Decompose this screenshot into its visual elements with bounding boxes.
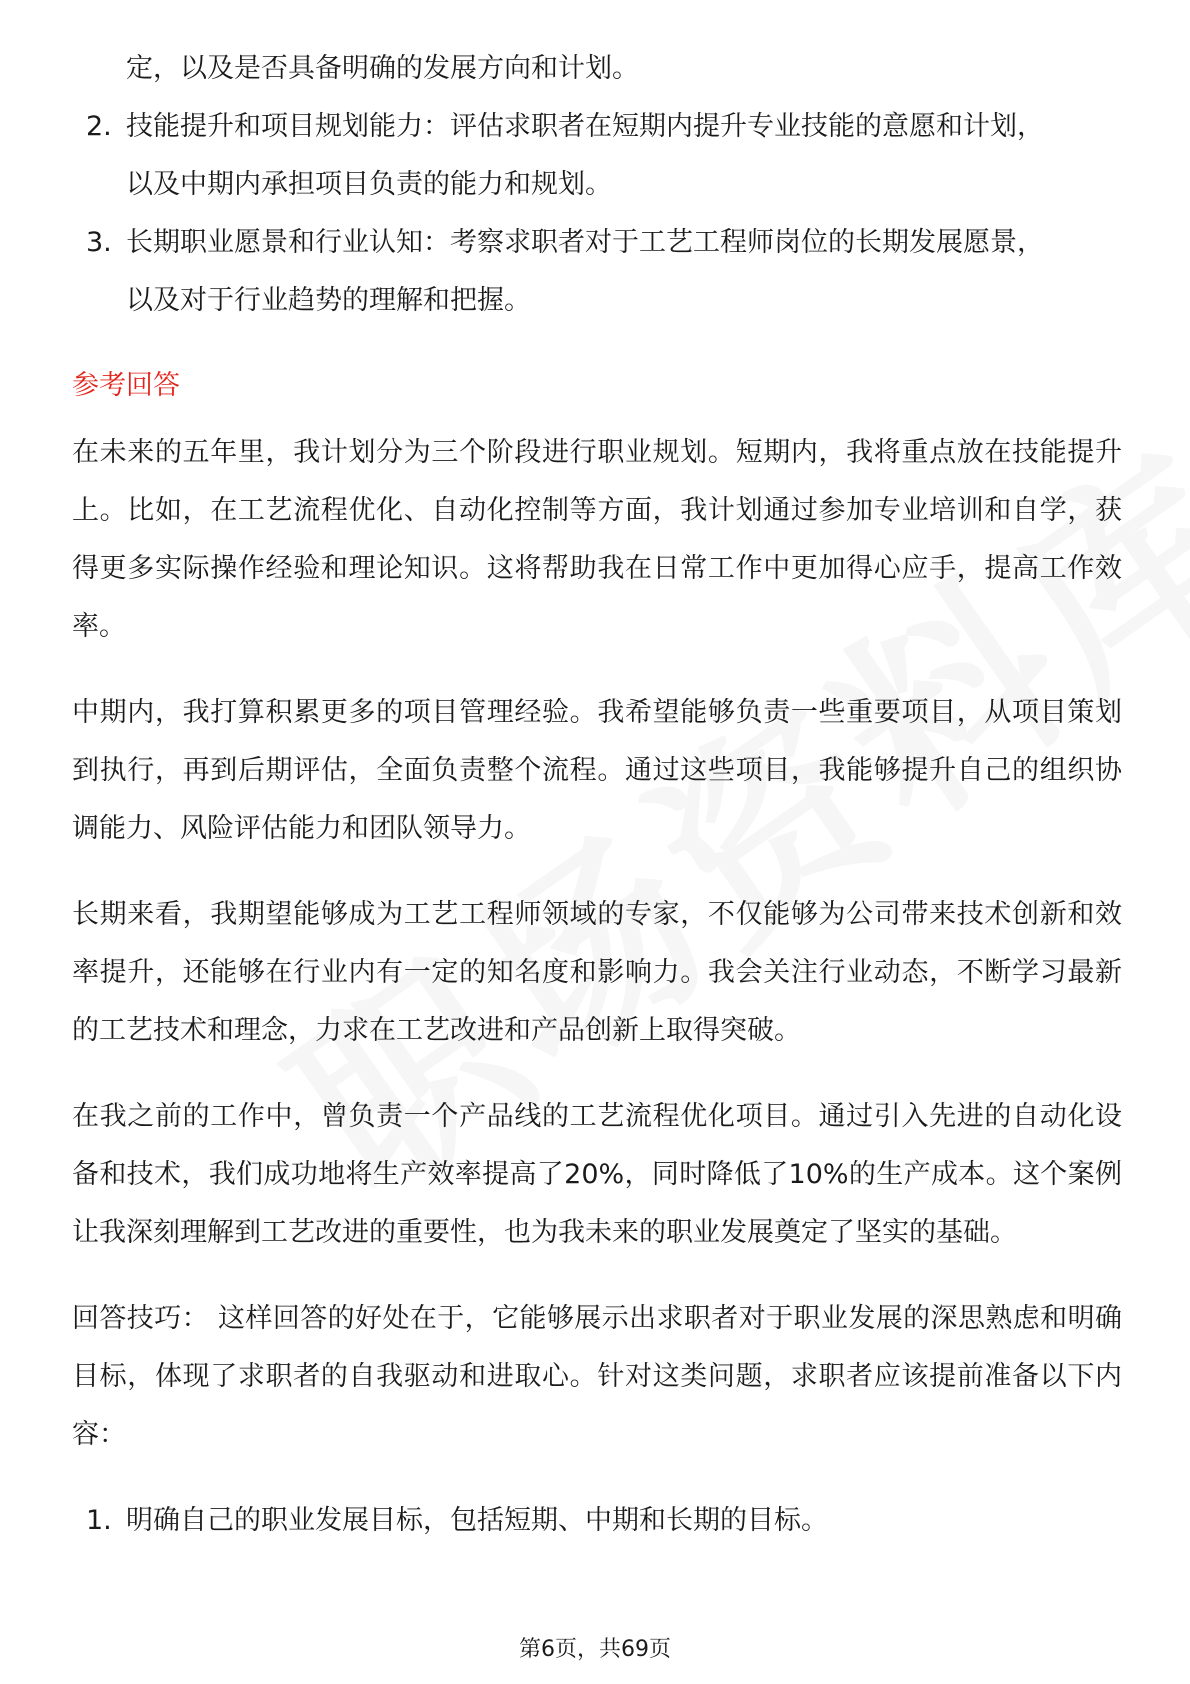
page-footer: 第6页，共69页 (519, 1637, 671, 1662)
list-item-text-line: 以及中期内承担项目负责的能力和规划。 (126, 169, 612, 200)
document-page (72, 40, 1122, 1550)
list-item-text-line: 长期职业愿景和行业认知：考察求职者对于工艺工程师岗位的长期发展愿景， (126, 227, 1044, 258)
list-item (72, 214, 1122, 330)
list-item-text: 明确自己的职业发展目标，包括短期、中期和长期的目标。 (126, 1505, 828, 1536)
section-title: 参考回答 (72, 370, 180, 401)
answer-paragraph: 在未来的五年里，我计划分为三个阶段进行职业规划。短期内，我将重点放在技能提升上。比如，在工艺流程优化、自动化控制等方面，我计划通过参加专业培训和自学，获得更多实际操作经验和理论知识。这将帮助我在日常工作中更加得心应手，提高工作效率。 (72, 437, 1122, 642)
answer-paragraph: 长期来看，我期望能够成为工艺工程师领域的专家，不仅能够为公司带来技术创新和效率提升，还能够在行业内有一定的知名度和影响力。我会关注行业动态，不断学习最新的工艺技术和理念，力求在工艺改进和产品创新上取得突破。 (72, 899, 1122, 1046)
answer-paragraph: 中期内，我打算积累更多的项目管理经验。我希望能够负责一些重要项目，从项目策划到执行，再到后期评估，全面负责整个流程。通过这些项目，我能够提升自己的组织协调能力、风险评估能力和团队领导力。 (72, 697, 1122, 844)
list-number: 2. (86, 111, 112, 142)
list-item (72, 98, 1122, 214)
list-number: 3. (86, 227, 112, 258)
list-continuation: 定，以及是否具备明确的发展方向和计划。 (126, 53, 639, 84)
tips-paragraph: 回答技巧： 这样回答的好处在于，它能够展示出求职者对于职业发展的深思熟虑和明确目标，体现了求职者的自我驱动和进取心。针对这类问题，求职者应该提前准备以下内容： (72, 1303, 1122, 1450)
list-number: 1. (86, 1505, 112, 1536)
answer-paragraph: 在我之前的工作中，曾负责一个产品线的工艺流程优化项目。通过引入先进的自动化设备和技术，我们成功地将生产效率提高了20%，同时降低了10%的生产成本。这个案例让我深刻理解到工艺改进的重要性，也为我未来的职业发展奠定了坚实的基础。 (72, 1101, 1122, 1248)
list-item-text-line: 技能提升和项目规划能力：评估求职者在短期内提升专业技能的意愿和计划， (126, 111, 1044, 142)
tips-list-item (72, 1492, 1122, 1550)
list-item-text-line: 以及对于行业趋势的理解和把握。 (126, 285, 531, 316)
